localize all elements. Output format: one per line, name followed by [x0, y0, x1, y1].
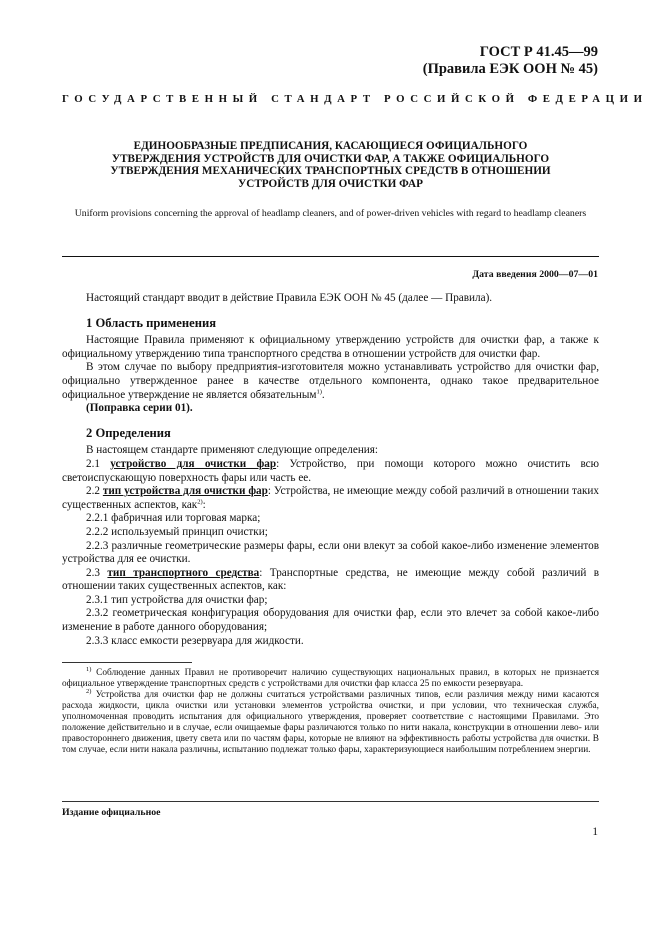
definition-2-3	[62, 567, 599, 594]
definitions-lead: В настоящем стандарте применяют следующие определения:	[86, 444, 379, 457]
defined-term: устройство для очистки фар	[110, 457, 277, 470]
document-title	[100, 140, 561, 191]
footnote-text: Соблюдение данных Правил не противоречит наличию существующих национальных правил, в которых не признается официальное утверждение транспортных средств с устройствами для очистки фар класса 25 по емкости резервуара.	[62, 668, 599, 689]
footnote-mark: 2)	[86, 687, 92, 695]
regulation-number: (Правила ЕЭК ООН № 45)	[422, 61, 598, 77]
title-line: УТВЕРЖДЕНИЯ УСТРОЙСТВ ДЛЯ ОЧИСТКИ ФАР, А ТАКЖЕ ОФИЦИАЛЬНОГО	[111, 152, 550, 165]
clause-2-2-1: 2.2.1 фабричная или торговая марка;	[86, 512, 261, 525]
definition-text: : Устройства, не имеющие между собой различий в отношении таких существенных аспектов, как	[62, 485, 599, 511]
clause-2-2-2: 2.2.2 используемый принцип очистки;	[86, 525, 268, 538]
footnote-2	[62, 687, 599, 756]
paragraph-text: В этом случае по выбору предприятия-изготовителя можно устанавливать устройство для очистки фар, официально утвержденное ранее в качестве отдельного компонента, однако такое предварительное официальное утверждение не является обязательным	[62, 361, 599, 401]
clause-2-3-3: 2.3.3 класс емкости резервуара для жидкости.	[86, 634, 304, 647]
english-title: Uniform provisions concerning the approval of headlamp cleaners, and of power-driven vehicles with regard to headlamp cleaners	[74, 208, 587, 219]
section-2-heading: 2 Определения	[86, 425, 171, 440]
title-divider	[62, 256, 599, 257]
gost-header	[423, 44, 598, 78]
footnotes	[62, 665, 599, 756]
clause-number: 2.3	[86, 566, 100, 579]
main-text	[62, 292, 599, 648]
clause-2-3-2: 2.3.2 геометрическая конфигурация оборудования для очистки фар, если это влечет за собой какое-либо изменение в работе данного оборудования;	[62, 607, 599, 634]
amendment-note: (Поправка серии 01).	[86, 402, 193, 415]
footnote-ref[interactable]: 1)	[316, 387, 322, 395]
definition-end: :	[202, 498, 206, 511]
paragraph-end: .	[321, 388, 325, 401]
defined-term: тип устройства для очистки фар	[102, 485, 268, 498]
clause-2-2-3: 2.2.3 различные геометрические размеры фары, если они влекут за собой какое-либо изменение элементов устройства для ее очистки.	[62, 539, 599, 566]
footnote-text: Устройства для очистки фар не должны считаться устройствами различных типов, если различия между ними касаются расхода жидкости, цикла очистки или установки элементов устройства очистки, и при условии, что техническая служба, уполномоченная проводить испытания для официального утверждения, проверяет соответствие с настоящими Правилами. Это положение действительно и в случае, если очищаемые фары различаются только по нити накала, конструкции в отношении лево- или правостороннего движения, цвету света или по частям фары, которые не влияют на эффективность работы устройства для очистки. В том случае, если нити накала различны, испытанию подлежат только фары, характеризующиеся наибольшим потреблением энергии.	[62, 690, 599, 755]
definition-text: : Транспортные средства, не имеющие между собой различий в отношении таких существенных аспектов, как:	[62, 566, 600, 593]
title-line: УТВЕРЖДЕНИЯ МЕХАНИЧЕСКИХ ТРАНСПОРТНЫХ СРЕДСТВ В ОТНОШЕНИИ	[110, 165, 551, 178]
date-of-introduction: Дата введения 2000—07—01	[472, 269, 598, 280]
footnote-divider	[62, 662, 192, 663]
section-1-paragraph: Настоящие Правила применяют к официальному утверждению устройств для очистки фар, а также к официальному утверждению типа транспортного средства в отношении устройств для очистки фар.	[62, 334, 599, 360]
footer-divider	[62, 801, 599, 802]
state-standard-banner: ГОСУДАРСТВЕННЫЙ СТАНДАРТ РОССИЙСКОЙ ФЕДЕРАЦИИ	[62, 93, 648, 105]
definition-2-2	[62, 485, 599, 512]
intro-paragraph: Настоящий стандарт вводит в действие Правила ЕЭК ООН № 45 (далее — Правила).	[86, 292, 493, 304]
page-number: 1	[592, 826, 598, 838]
footnote-1	[62, 665, 599, 690]
clause-2-3-1: 2.3.1 тип устройства для очистки фар;	[86, 593, 268, 606]
definition-2-1	[62, 458, 599, 485]
defined-term: тип транспортного средства	[107, 566, 260, 579]
title-line: УСТРОЙСТВ ДЛЯ ОЧИСТКИ ФАР	[238, 178, 423, 191]
definition-text: : Устройство, при помощи которого можно очистить всю светоиспускающую поверхность фары или часть ее.	[62, 457, 600, 484]
official-edition-label: Издание официальное	[62, 807, 161, 818]
footnote-ref[interactable]: 2)	[197, 497, 203, 505]
footnote-mark: 1)	[86, 665, 92, 673]
clause-number: 2.1	[86, 457, 100, 470]
section-1-heading: 1 Область применения	[86, 315, 217, 330]
gost-number: ГОСТ Р 41.45—99	[479, 44, 598, 60]
section-1-paragraph	[62, 361, 599, 402]
title-line: ЕДИНООБРАЗНЫЕ ПРЕДПИСАНИЯ, КАСАЮЩИЕСЯ ОФИЦИАЛЬНОГО	[133, 140, 528, 152]
clause-number: 2.2	[86, 485, 100, 498]
